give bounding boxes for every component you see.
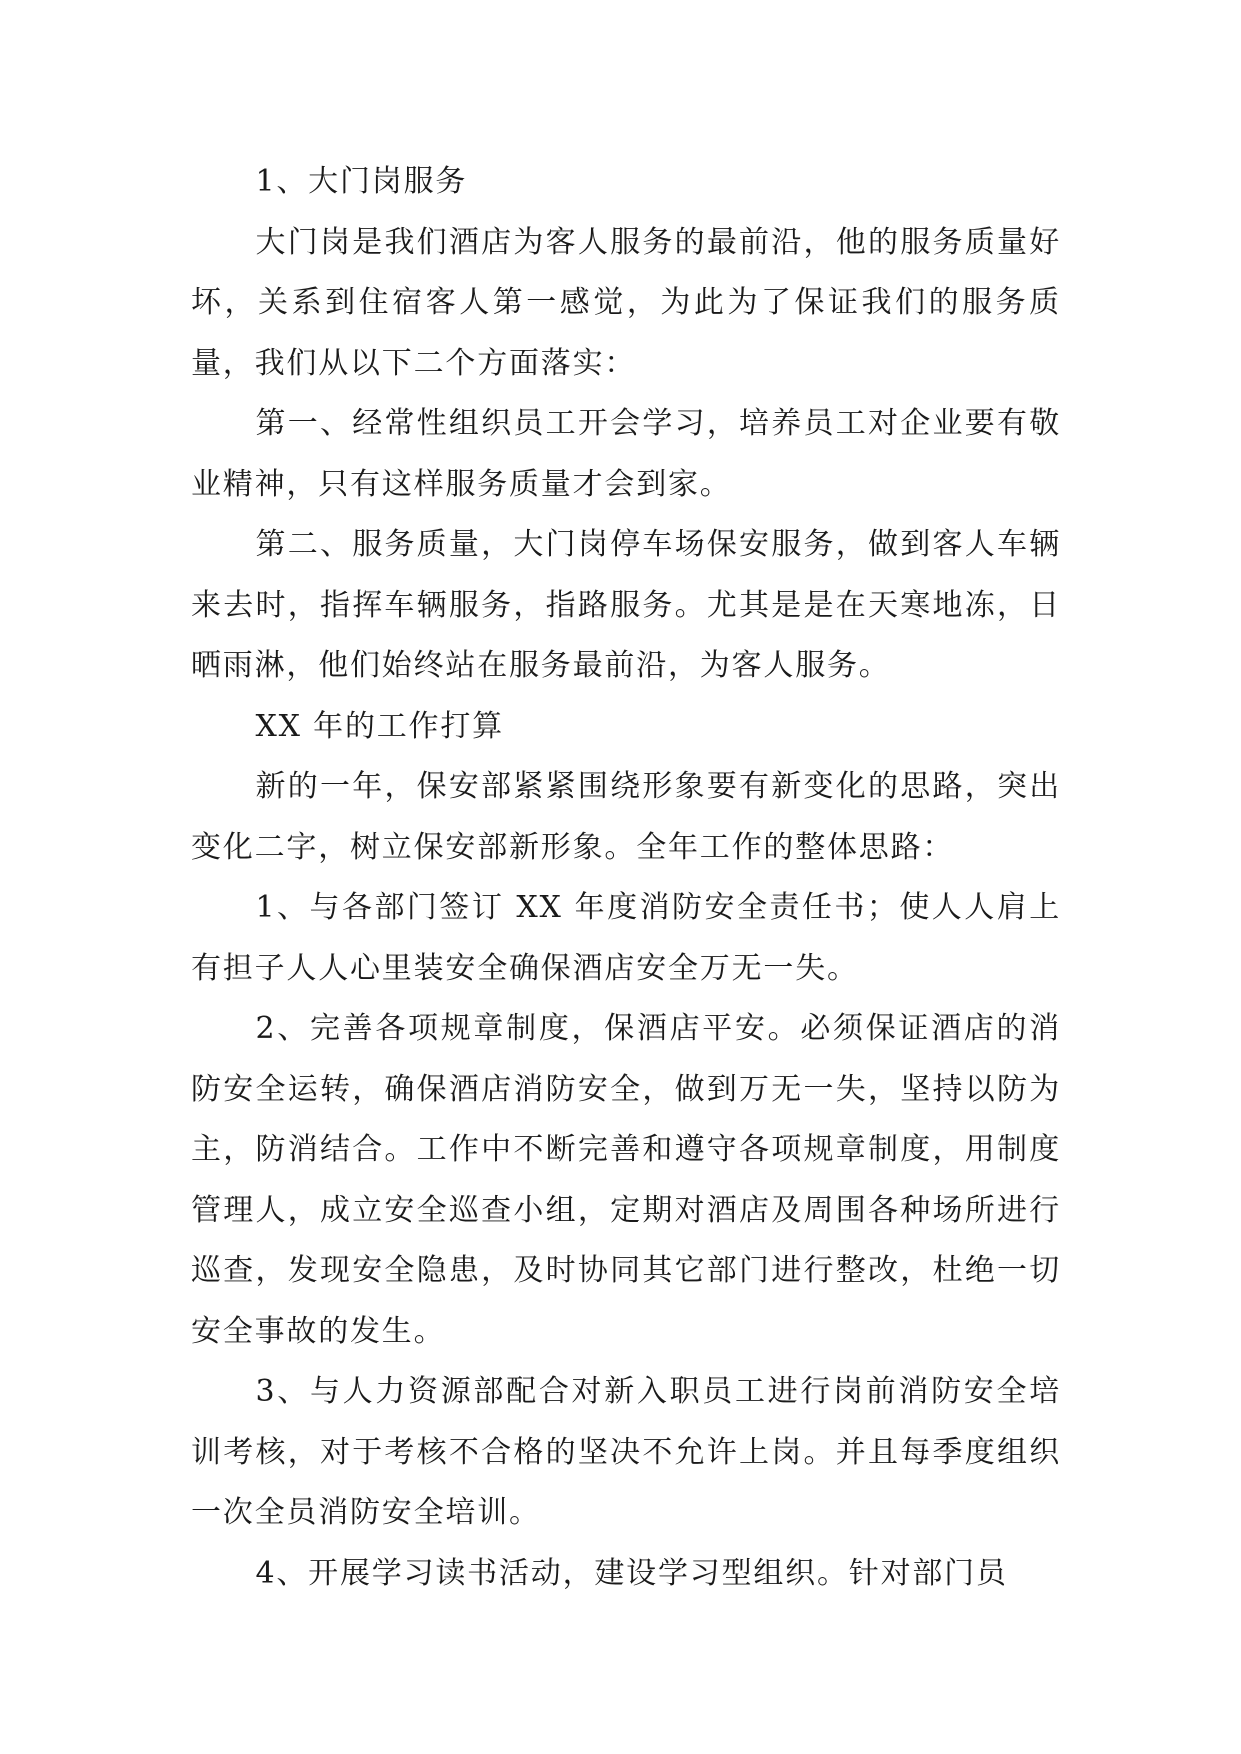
document-body [191, 152, 1061, 1604]
paragraph-plan-intro: 新的一年，保安部紧紧围绕形象要有新变化的思路，突出变化二字，树立保安部新形象。全年工作的整体思路： [191, 769, 1061, 865]
section-heading-work-plan: XX 年的工作打算 [255, 708, 504, 744]
paragraph-plan-item-2: 2、完善各项规章制度，保酒店平安。必须保证酒店的消防安全运转，确保酒店消防安全，做到万无一失，坚持以防为主，防消结合。工作中不断完善和遵守各项规章制度，用制度管理人，成立安全巡查小组，定期对酒店及周围各种场所进行巡查，发现安全隐患，及时协同其它部门进行整改，杜绝一切安全事故的发生。 [191, 1011, 1061, 1349]
paragraph-plan-item-3: 3、与人力资源部配合对新入职员工进行岗前消防安全培训考核，对于考核不合格的坚决不允许上岗。并且每季度组织一次全员消防安全培训。 [191, 1374, 1061, 1530]
paragraph-gate-intro: 大门岗是我们酒店为客人服务的最前沿，他的服务质量好坏，关系到住宿客人第一感觉，为此为了保证我们的服务质量，我们从以下二个方面落实： [191, 224, 1061, 381]
paragraph-plan-item-1: 1、与各部门签订 XX 年度消防安全责任书；使人人肩上有担子人人心里装安全确保酒店安全万无一失。 [191, 890, 1061, 986]
paragraph-point-second: 第二、服务质量，大门岗停车场保安服务，做到客人车辆来去时，指挥车辆服务，指路服务。尤其是是在天寒地冻，日晒雨淋，他们始终站在服务最前沿，为客人服务。 [191, 527, 1061, 683]
paragraph-plan-item-4: 4、开展学习读书活动，建设学习型组织。针对部门员 [255, 1555, 1008, 1591]
paragraph-point-first: 第一、经常性组织员工开会学习，培养员工对企业要有敬业精神，只有这样服务质量才会到家。 [191, 406, 1061, 502]
section-heading-gate-service: 1、大门岗服务 [255, 164, 468, 199]
